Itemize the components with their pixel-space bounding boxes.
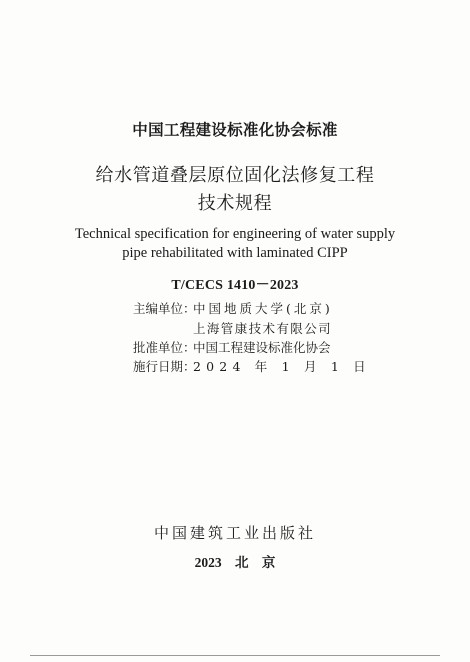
- english-title-line-2: pipe rehabilitated with laminated CIPP: [122, 245, 348, 261]
- chief-editor-row-2: [133, 321, 332, 337]
- publisher-name: 中国建筑工业出版社: [153, 524, 316, 542]
- effective-date-label: 施行日期：: [133, 359, 196, 374]
- chief-editor-2: 上海管康技术有限公司: [193, 321, 333, 336]
- bottom-divider: [30, 655, 440, 656]
- english-title-line-1: Technical specification for engineering of water supply: [74, 226, 396, 242]
- approver-value: 中国工程建设标准化协会: [193, 340, 331, 355]
- chief-editor-1: 中国地质大学(北京): [193, 301, 333, 316]
- effective-date-value: 2024 年 1 月 1 日: [193, 359, 371, 374]
- effective-date-row: [133, 359, 371, 375]
- association-title: 中国工程建设标准化协会标准: [132, 121, 338, 139]
- chief-editor-label: 主编单位：: [133, 301, 196, 316]
- chinese-title-line-1: 给水管道叠层原位固化法修复工程: [95, 165, 375, 186]
- standard-code: T/CECS 1410－2023: [171, 278, 299, 293]
- publication-year-place: 2023 北 京: [194, 555, 276, 570]
- chinese-title-line-2: 技术规程: [197, 193, 273, 214]
- approver-label: 批准单位：: [133, 340, 196, 355]
- chief-editor-row: [133, 301, 333, 317]
- approver-row: [133, 340, 331, 356]
